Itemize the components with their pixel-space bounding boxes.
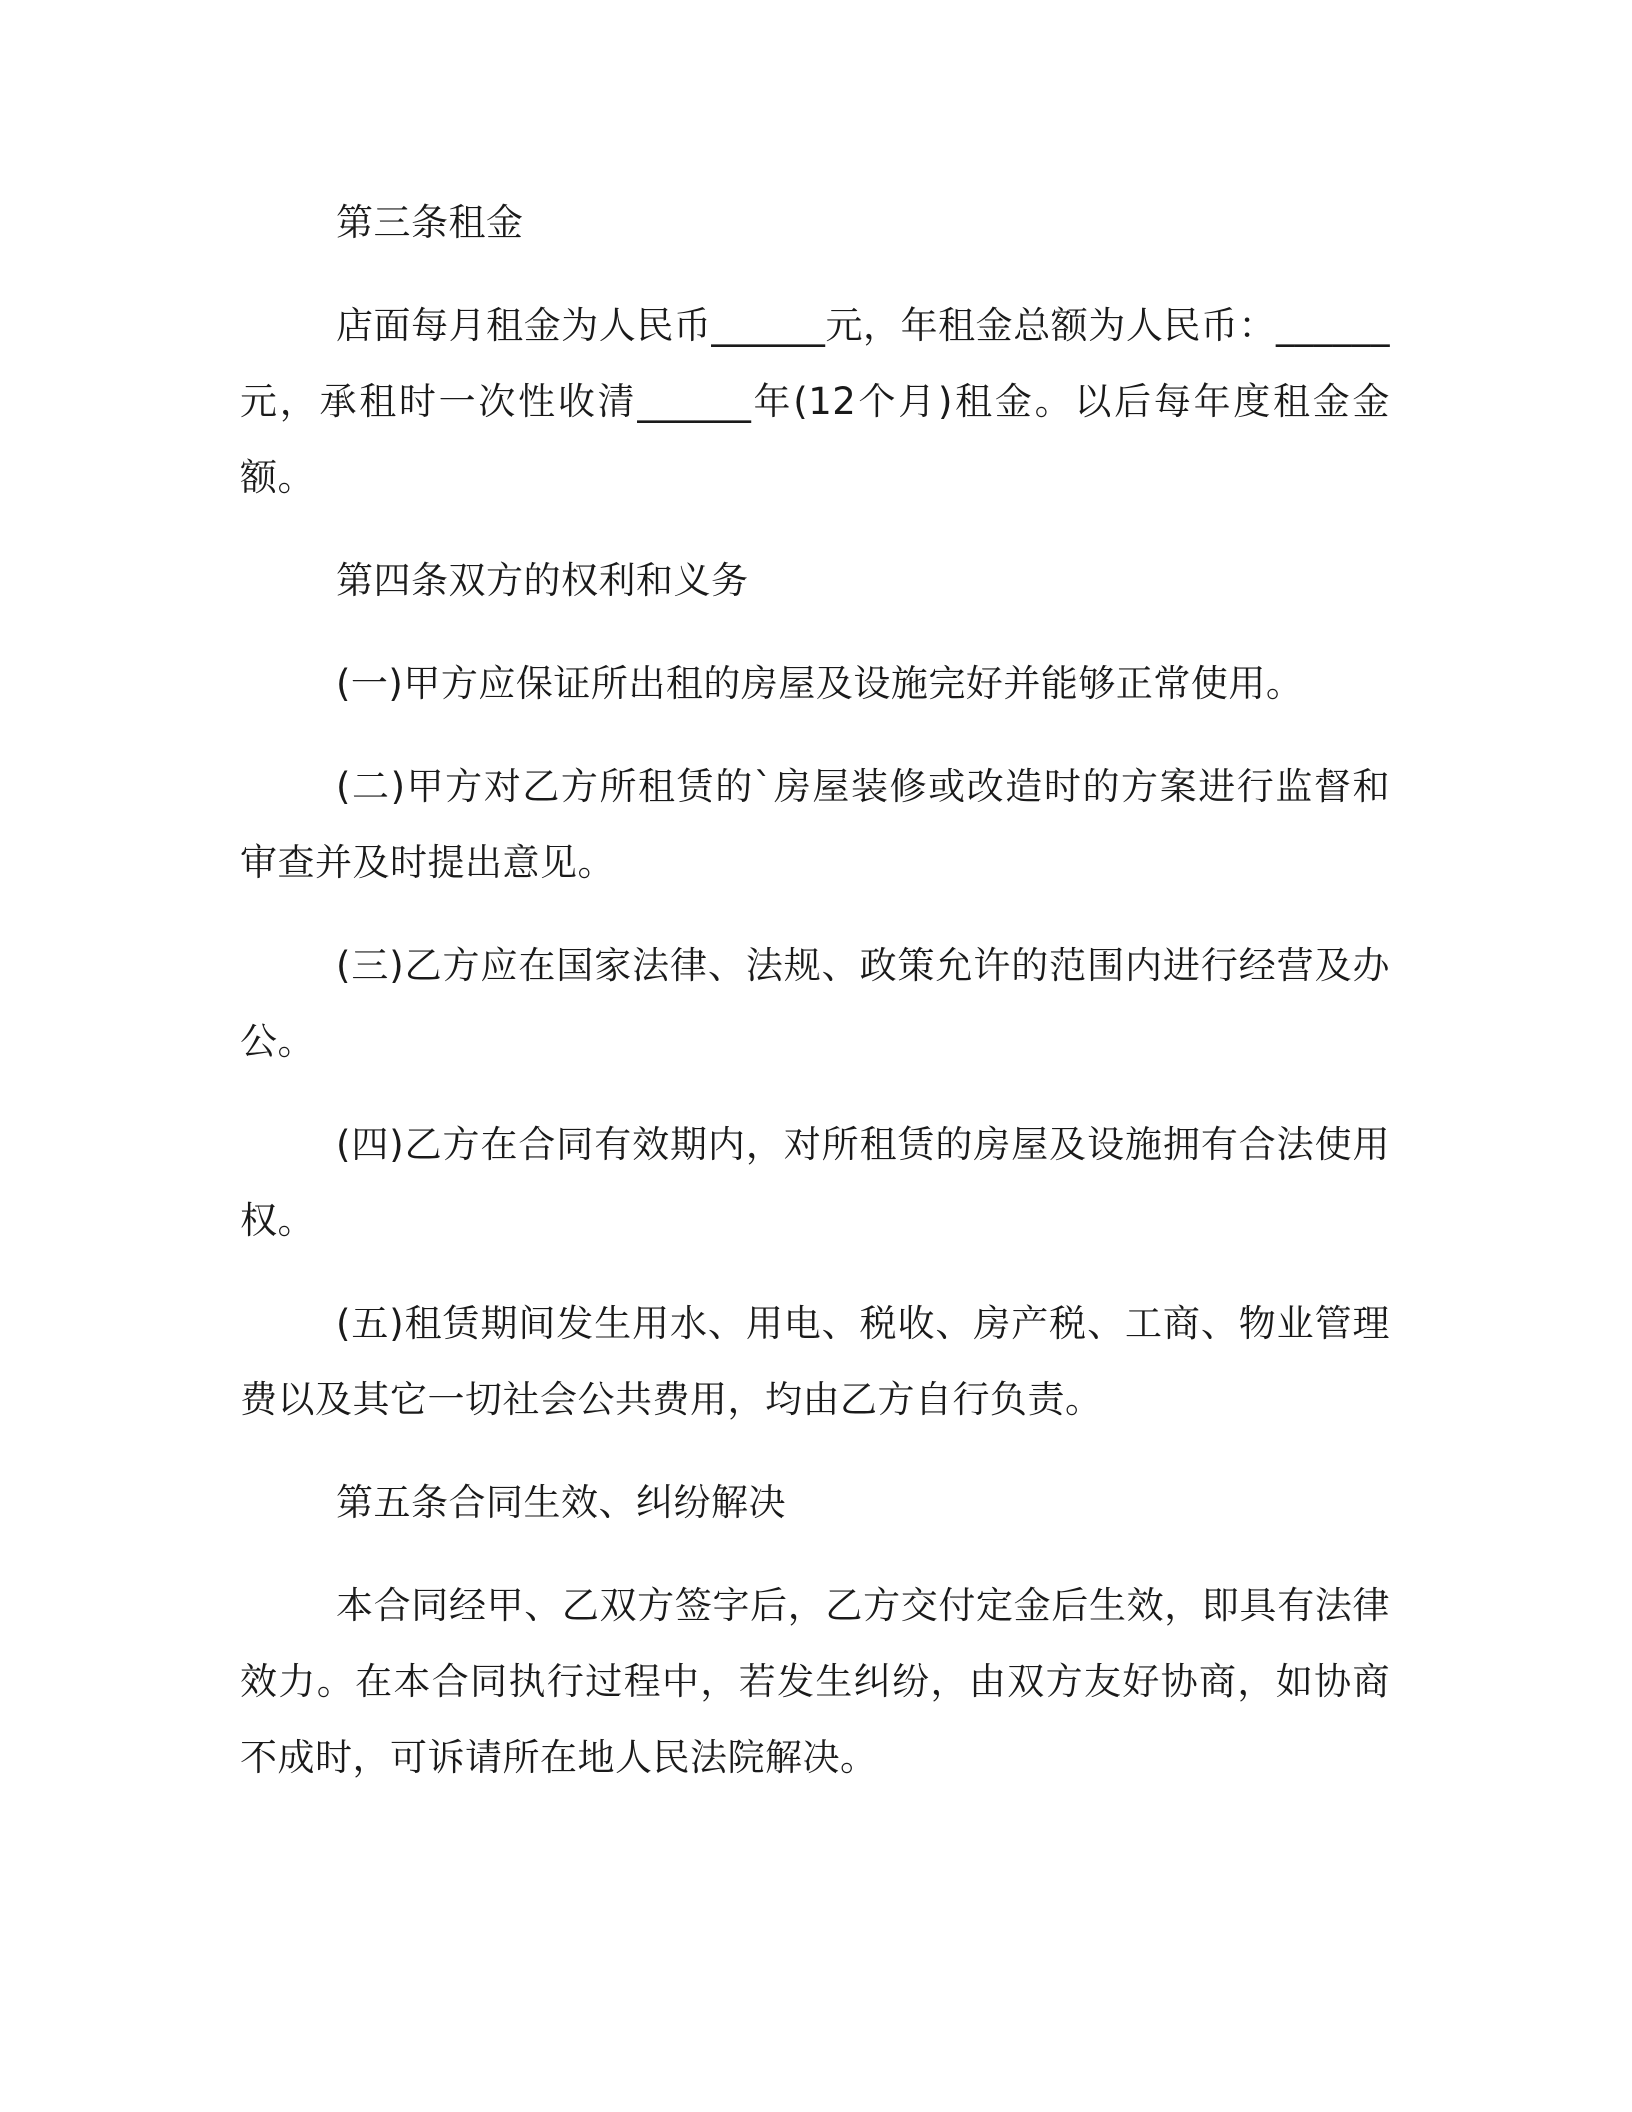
clause-two: (二)甲方对乙方所租赁的`房屋装修或改造时的方案进行监督和审查并及时提出意见。: [240, 765, 1390, 884]
rent-paragraph: 店面每月租金为人民币______元，年租金总额为人民币：______元，承租时一次性收清______年(12个月)租金。以后每年度租金金额。: [240, 304, 1390, 499]
article-four-heading: 第四条双方的权利和义务: [336, 559, 749, 602]
clause-three: (三)乙方应在国家法律、法规、政策允许的范围内进行经营及办公。: [240, 944, 1390, 1063]
effectiveness-paragraph: 本合同经甲、乙双方签字后，乙方交付定金后生效，即具有法律效力。在本合同执行过程中，若发生纠纷，由双方友好协商，如协商不成时，可诉请所在地人民法院解决。: [240, 1584, 1390, 1779]
article-five-heading: 第五条合同生效、纠纷解决: [336, 1481, 786, 1524]
document-body: [240, 185, 1390, 1823]
clause-one: (一)甲方应保证所出租的房屋及设施完好并能够正常使用。: [336, 662, 1304, 705]
clause-five: (五)租赁期间发生用水、用电、税收、房产税、工商、物业管理费以及其它一切社会公共费用，均由乙方自行负责。: [240, 1302, 1390, 1421]
article-three-heading: 第三条租金: [336, 201, 524, 244]
clause-four: (四)乙方在合同有效期内，对所租赁的房屋及设施拥有合法使用权。: [240, 1123, 1390, 1242]
